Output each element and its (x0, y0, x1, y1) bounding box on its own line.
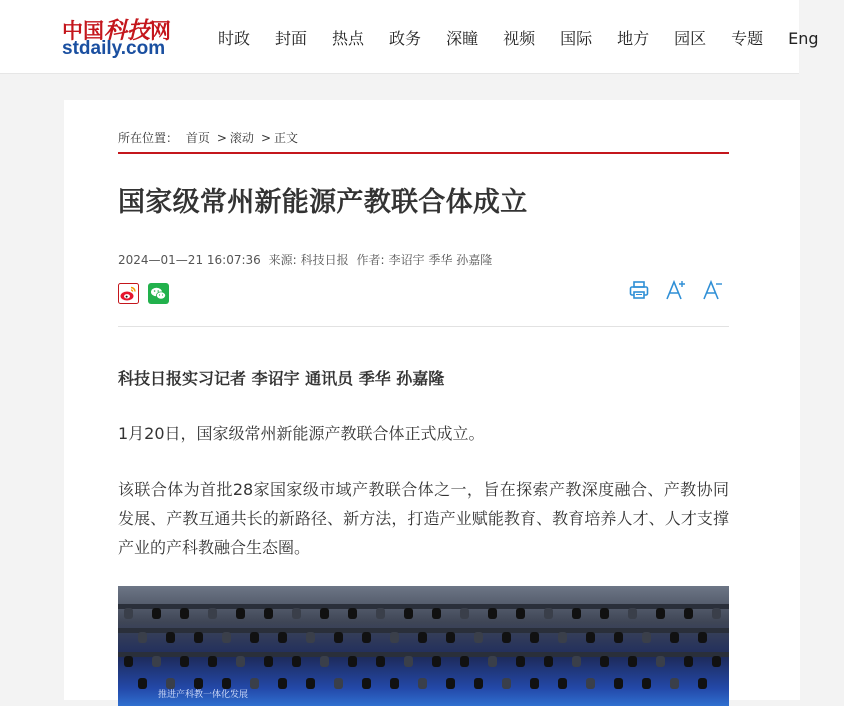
weibo-icon[interactable] (118, 283, 139, 304)
font-decrease-icon[interactable] (702, 278, 724, 302)
nav-item-cover[interactable]: 封面 (275, 29, 308, 48)
stage-light (362, 678, 371, 689)
stage-light (670, 678, 679, 689)
nav-item-government[interactable]: 政务 (389, 29, 422, 48)
reading-tools (628, 278, 734, 302)
stage-light (348, 656, 357, 667)
stage-light (418, 632, 427, 643)
stage-light (362, 632, 371, 643)
stage-light (306, 632, 315, 643)
main-nav (218, 26, 844, 49)
nav-item-politics[interactable]: 时政 (218, 29, 251, 48)
stage-light (572, 608, 581, 619)
logo-cn-left: 中国 (62, 18, 104, 43)
stage-light (278, 632, 287, 643)
stage-light (180, 608, 189, 619)
stage-light (404, 656, 413, 667)
stage-light (656, 656, 665, 667)
stage-light (432, 656, 441, 667)
stage-light (250, 632, 259, 643)
nav-item-park[interactable]: 园区 (674, 29, 707, 48)
stage-light (236, 608, 245, 619)
breadcrumb-current: 正文 (274, 131, 299, 145)
stage-light (390, 678, 399, 689)
nav-item-local[interactable]: 地方 (617, 29, 650, 48)
stage-light (614, 632, 623, 643)
publish-date: 2024—01—21 16:07:36 (118, 253, 261, 267)
breadcrumb-separator: > (260, 131, 271, 145)
stage-light (264, 608, 273, 619)
stage-light (320, 608, 329, 619)
nav-item-video[interactable]: 视频 (503, 29, 536, 48)
stage-light (180, 656, 189, 667)
share-bar (118, 283, 173, 304)
stage-light (460, 608, 469, 619)
logo-cn-mid: 科技 (104, 17, 150, 44)
nav-item-hot[interactable]: 热点 (332, 29, 365, 48)
site-logo[interactable] (62, 10, 192, 62)
stage-light (670, 632, 679, 643)
stage-light (194, 632, 203, 643)
nav-item-deep[interactable]: 深瞳 (446, 29, 479, 48)
stage-light (628, 608, 637, 619)
stage-light (376, 608, 385, 619)
stage-light (558, 678, 567, 689)
nav-item-international[interactable]: 国际 (560, 29, 593, 48)
stage-light (124, 608, 133, 619)
stage-light (334, 632, 343, 643)
stage-light (306, 678, 315, 689)
stage-light (320, 656, 329, 667)
stage-light (656, 608, 665, 619)
article-meta (118, 251, 496, 268)
stage-light (208, 656, 217, 667)
stage-light (138, 632, 147, 643)
stage-light (264, 656, 273, 667)
article-card (64, 100, 800, 700)
breadcrumb-divider (118, 152, 729, 154)
stage-light (516, 656, 525, 667)
stage-light (404, 608, 413, 619)
breadcrumb-home[interactable]: 首页 (185, 131, 210, 145)
meta-divider (118, 326, 729, 327)
stage-light (460, 656, 469, 667)
stage-light (530, 632, 539, 643)
stage-light (684, 656, 693, 667)
article-byline: 科技日报实习记者 李诏宇 通讯员 季华 孙嘉隆 (118, 369, 445, 388)
stage-light (376, 656, 385, 667)
stage-light (502, 678, 511, 689)
print-icon[interactable] (628, 278, 650, 302)
stage-light (698, 632, 707, 643)
stage-light (152, 656, 161, 667)
stage-light (236, 656, 245, 667)
stage-light (488, 656, 497, 667)
stage-light (250, 678, 259, 689)
stage-light (418, 678, 427, 689)
stage-light (292, 608, 301, 619)
stage-light (474, 678, 483, 689)
stage-light (124, 656, 133, 667)
breadcrumb-separator: > (216, 131, 227, 145)
stage-light (446, 632, 455, 643)
stage-light (474, 632, 483, 643)
stage-light (586, 678, 595, 689)
stage-light (390, 632, 399, 643)
stage-light (586, 632, 595, 643)
stage-light (600, 608, 609, 619)
stage-light (712, 656, 721, 667)
logo-cn-right: 网 (150, 18, 171, 43)
breadcrumb-scroll[interactable]: 滚动 (229, 131, 254, 145)
nav-item-topics[interactable]: 专题 (731, 29, 764, 48)
font-increase-icon[interactable] (665, 278, 687, 302)
breadcrumb (118, 129, 302, 146)
source-label: 来源: (268, 253, 297, 267)
stage-light (334, 678, 343, 689)
stage-light (558, 632, 567, 643)
stage-light (544, 608, 553, 619)
stage-light (530, 678, 539, 689)
breadcrumb-label: 所在位置： (118, 131, 179, 145)
photo-screen-text: 推进产科教一体化发展 (158, 690, 249, 700)
stage-light (292, 656, 301, 667)
author-label: 作者: (356, 253, 385, 267)
stage-light (166, 632, 175, 643)
source-name: 科技日报 (300, 253, 349, 267)
stage-light (152, 608, 161, 619)
article-paragraph-2: 该联合体为首批28家国家级市域产教联合体之一，旨在探索产教深度融合、产教协同发展、产教互通共长的新路径、新方法，打造产业赋能教育、教育培养人才、人才支撑产业的产科教融合生态圈。 (118, 480, 729, 557)
stage-light (488, 608, 497, 619)
stage-light (572, 656, 581, 667)
logo-english: stdaily.com (62, 38, 166, 59)
stage-light (446, 678, 455, 689)
wechat-icon[interactable] (148, 283, 169, 304)
stage-light (698, 678, 707, 689)
author-names: 李诏宇 季华 孙嘉隆 (388, 253, 493, 267)
nav-item-english[interactable]: Eng (788, 29, 819, 48)
stage-light (684, 608, 693, 619)
stage-light (642, 678, 651, 689)
stage-light (138, 678, 147, 689)
article-paragraph-1: 1月20日，国家级常州新能源产教联合体正式成立。 (118, 424, 485, 443)
stage-light (222, 632, 231, 643)
stage-light (348, 608, 357, 619)
article-photo[interactable] (118, 586, 729, 706)
article-title: 国家级常州新能源产教联合体成立 (118, 187, 528, 218)
stage-light (516, 608, 525, 619)
stage-light (208, 608, 217, 619)
stage-light (712, 608, 721, 619)
stage-light (600, 656, 609, 667)
stage-light (544, 656, 553, 667)
stage-light (432, 608, 441, 619)
stage-light (642, 632, 651, 643)
stage-light (614, 678, 623, 689)
stage-light (628, 656, 637, 667)
site-header (0, 0, 819, 74)
stage-light (502, 632, 511, 643)
stage-light (278, 678, 287, 689)
